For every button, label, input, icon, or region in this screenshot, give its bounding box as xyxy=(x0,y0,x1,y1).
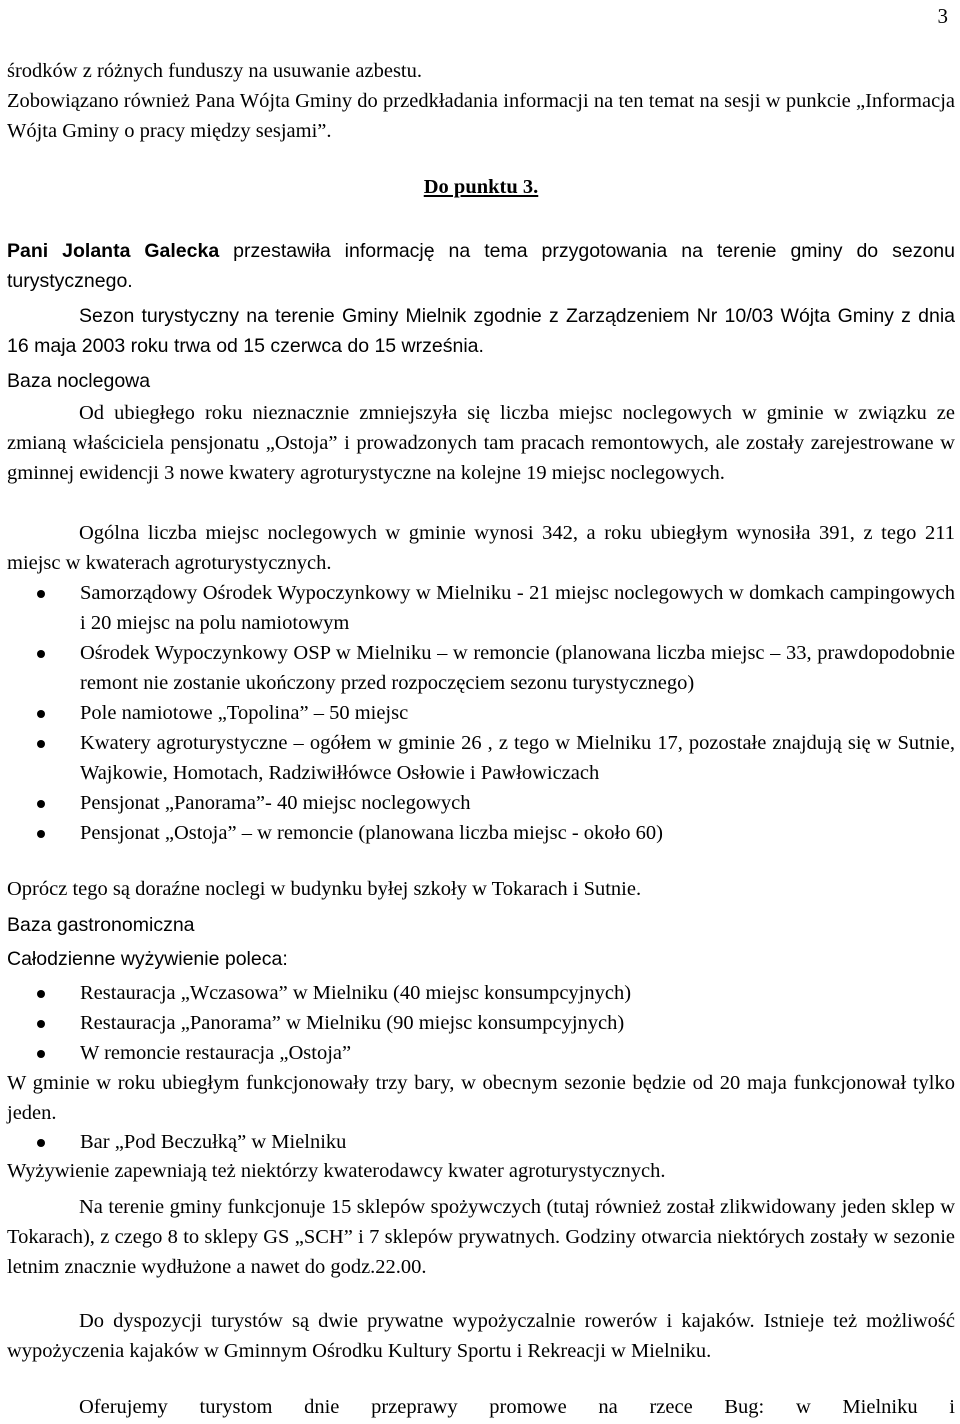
bar-list xyxy=(7,1127,955,1157)
noclegi-list xyxy=(7,578,955,848)
list-item: Restauracja „Panorama” w Mielniku (90 miejsc konsumpcyjnych) xyxy=(7,1008,955,1038)
noclegi-paragraph-2: Ogólna liczba miejsc noclegowych w gminie wynosi 342, a roku ubiegłym wynosiła 391, z tego 211 miejsc w kwaterach agroturystycznych. xyxy=(7,522,955,574)
bars-paragraph: W gminie w roku ubiegłym funkcjonowały trzy bary, w obecnym sezonie będzie od 20 maja funkcjonował tylko jeden. xyxy=(7,1072,955,1124)
noclegi-paragraph-1: Od ubiegłego roku nieznacznie zmniejszyła się liczba miejsc noclegowych w gminie w związku ze zmianą właściciela pensjonatu „Ostoja” i prowadzonych tam pracach remontowych, ale zostały zarejestrowane w gminnej ewidencji 3 nowe kwatery agroturystyczne na kolejne 19 miejsc noclegowych. xyxy=(7,402,955,484)
speaker-text: przestawiła informację na tema przygotowania na terenie gminy do sezonu turystycznego. xyxy=(7,240,955,292)
gastro-closing: Wyżywienie zapewniają też niektórzy kwaterodawcy kwater agroturystycznych. xyxy=(7,1160,666,1182)
intro-line-1: środków z różnych funduszy na usuwanie azbestu. xyxy=(7,60,423,82)
speaker-name: Pani Jolanta Galecka xyxy=(7,240,220,262)
list-item: Ośrodek Wypoczynkowy OSP w Mielniku – w remoncie (planowana liczba miejsc – 33, prawdopodobnie remont nie zostanie ukończony przed rozpoczęciem sezonu turystycznego) xyxy=(7,638,955,698)
list-item: Pensjonat „Ostoja” – w remoncie (planowana liczba miejsc - około 60) xyxy=(7,818,955,848)
last-line: Oferujemy turystom dnie przeprawy promowe na rzece Bug: w Mielniku i xyxy=(79,1396,955,1418)
season-paragraph: Sezon turystyczny na terenie Gminy Mielnik zgodnie z Zarządzeniem Nr 10/03 Wójta Gminy z dnia 16 maja 2003 roku trwa od 15 czerwca do 15 września. xyxy=(7,305,955,357)
baza-noclegowa-heading: Baza noclegowa xyxy=(7,370,151,392)
speaker-paragraph xyxy=(7,236,955,296)
gastro-intro: Całodzienne wyżywienie poleca: xyxy=(7,948,288,970)
gastro-list xyxy=(7,978,955,1068)
list-item: Bar „Pod Beczułką” w Mielniku xyxy=(7,1127,955,1157)
section-heading-punkt-3: Do punktu 3. xyxy=(423,176,539,198)
list-item: Restauracja „Wczasowa” w Mielniku (40 miejsc konsumpcyjnych) xyxy=(7,978,955,1008)
list-item: Samorządowy Ośrodek Wypoczynkowy w Mielniku - 21 miejsc noclegowych w domkach campingowych i 20 miejsc na polu namiotowym xyxy=(7,578,955,638)
intro-paragraph: Zobowiązano również Pana Wójta Gminy do przedkładania informacji na ten temat na sesji w punkcie „Informacja Wójta Gminy o pracy między sesjami”. xyxy=(7,90,955,142)
shops-paragraph: Na terenie gminy funkcjonuje 15 sklepów spożywczych (tutaj również został zlikwidowany jeden sklep w Tokarach), z czego 8 to sklepy GS „SCH” i 7 sklepów prywatnych. Godziny otwarcia niektórych zostały w sezonie letnim znacznie wydłużone a nawet do godz.22.00. xyxy=(7,1196,955,1278)
list-item: W remoncie restauracja „Ostoja” xyxy=(7,1038,955,1068)
page-number: 3 xyxy=(937,4,948,28)
list-item: Pole namiotowe „Topolina” – 50 miejsc xyxy=(7,698,955,728)
noclegi-closing: Oprócz tego są doraźne noclegi w budynku byłej szkoły w Tokarach i Sutnie. xyxy=(7,878,642,900)
baza-gastronomiczna-heading: Baza gastronomiczna xyxy=(7,914,195,936)
rentals-paragraph: Do dyspozycji turystów są dwie prywatne wypożyczalnie rowerów i kajaków. Istnieje też możliwość wypożyczenia kajaków w Gminnym Ośrodku Kultury Sportu i Rekreacji w Mielniku. xyxy=(7,1310,955,1362)
list-item: Pensjonat „Panorama”- 40 miejsc noclegowych xyxy=(7,788,955,818)
list-item: Kwatery agroturystyczne – ogółem w gminie 26 , z tego w Mielniku 17, pozostałe znajdują się w Sutnie, Wajkowie, Homotach, Radziwiłłówce Osłowie i Pawłowiczach xyxy=(7,728,955,788)
